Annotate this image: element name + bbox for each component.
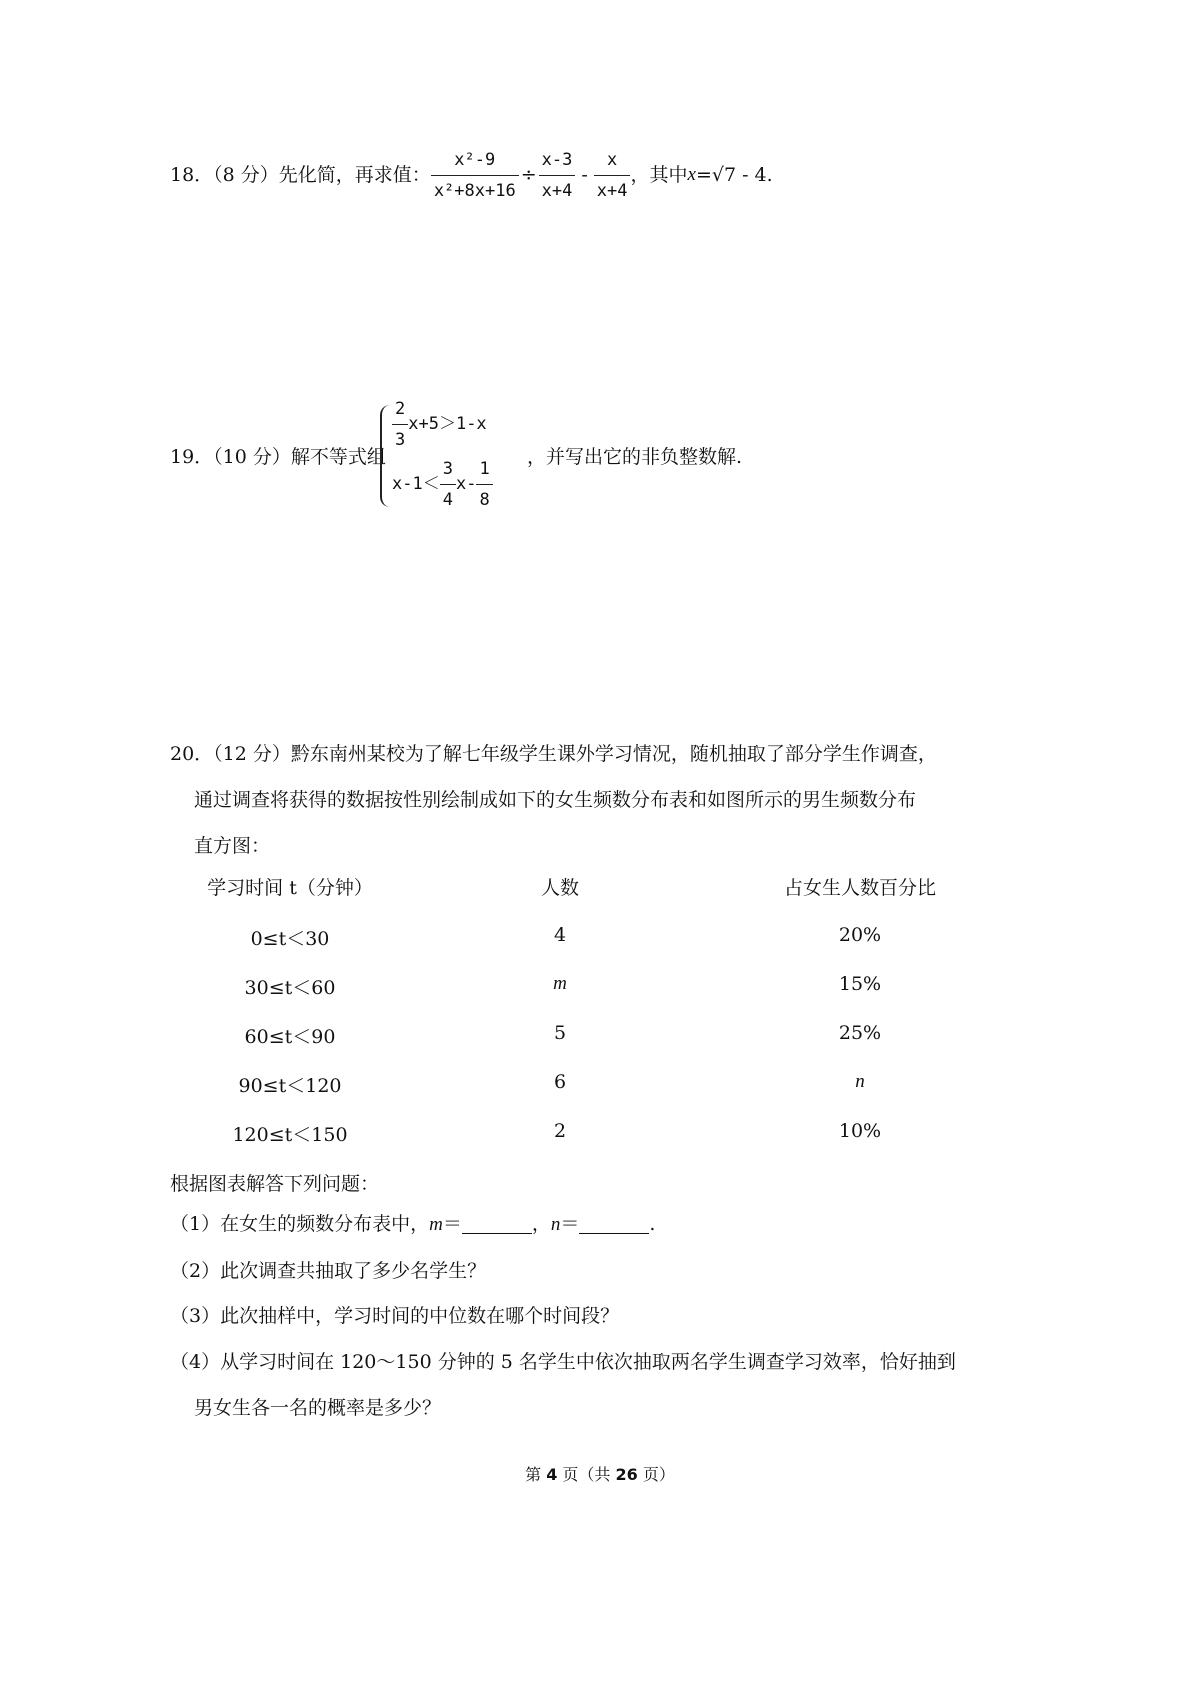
q19-line2-frac1-numerator: 3 (442, 458, 453, 479)
q18-divide-sign: ÷ (520, 164, 537, 186)
table-header-time: 学习时间 t（分钟） (207, 877, 373, 899)
table-cell-count: 4 (553, 924, 567, 946)
q19-line2-left: x-1＜ (392, 474, 440, 494)
table-cell-count: 6 (553, 1071, 567, 1093)
table-cell-count: 2 (553, 1120, 567, 1142)
q19-line2-frac2-denominator: 8 (479, 489, 490, 510)
table-header-count: 人数 (540, 877, 579, 899)
sub1-eq1: ＝ (442, 1213, 462, 1235)
table-cell-count: m (553, 973, 567, 994)
q20-sub-1 (170, 1210, 655, 1239)
sub1-text: （1）在女生的频数分布表中， (170, 1213, 430, 1235)
q19-line1-frac-denominator: 3 (395, 429, 406, 450)
q20-line-1: 20．（12 分）黔东南州某校为了解七年级学生课外学习情况，随机抽取了部分学生作调查， (170, 743, 937, 765)
footer-post: 页） (642, 1465, 675, 1484)
table-cell-time: 0≤t＜30 (250, 928, 330, 950)
q18-fraction-1 (431, 146, 519, 205)
q18-frac1-denominator: x²+8x+16 (433, 180, 516, 201)
q19-line2-mid: x- (455, 474, 477, 494)
q19-tail: ，并写出它的非负整数解. (527, 446, 743, 468)
footer-pre: 第 (525, 1465, 542, 1484)
table-cell-time: 90≤t＜120 (238, 1075, 342, 1097)
table-cell-percent: n (855, 1071, 865, 1092)
q20-line-2: 通过调查将获得的数据按性别绘制成如下的女生频数分布表和如图所示的男生频数分布 (194, 789, 917, 811)
question-19-label: 19．（10 分）解不等式组 (170, 446, 386, 468)
q18-frac3-denominator: x+4 (596, 180, 628, 201)
q18-frac2-numerator: x-3 (541, 149, 573, 170)
q20-sub-2: （2）此次调查共抽取了多少名学生？ (170, 1260, 487, 1282)
sub1-m: m (429, 1214, 443, 1235)
q19-line2-fraction-1 (440, 455, 456, 514)
q18-fraction-2 (539, 146, 576, 205)
table-cell-percent: 10% (838, 1120, 882, 1142)
q18-frac1-numerator: x²-9 (454, 149, 496, 170)
q20-intro: 根据图表解答下列问题： (170, 1173, 380, 1195)
q19-inequality-2 (392, 458, 493, 510)
q19-line1-fraction (392, 395, 408, 454)
sub1-eq2: ＝ (560, 1213, 580, 1235)
sub1-comma: ， (531, 1213, 551, 1235)
q19-line1-frac-numerator: 2 (395, 398, 406, 419)
table-cell-count: 5 (553, 1022, 567, 1044)
answer-blank-n[interactable] (579, 1213, 649, 1234)
q18-frac2-denominator: x+4 (541, 180, 573, 201)
table-cell-percent: 25% (838, 1022, 882, 1044)
q20-sub-3: （3）此次抽样中，学习时间的中位数在哪个时间段？ (170, 1305, 620, 1327)
q18-value: =√7 - 4. (695, 164, 773, 186)
q19-line2-frac1-denominator: 4 (442, 489, 453, 510)
table-cell-time: 30≤t＜60 (244, 977, 336, 999)
table-cell-time: 120≤t＜150 (232, 1124, 348, 1146)
q20-sub-4-line-1: （4）从学习时间在 120～150 分钟的 5 名学生中依次抽取两名学生调查学习效率，恰好抽到 (170, 1351, 956, 1373)
answer-blank-m[interactable] (462, 1213, 532, 1234)
table-cell-percent: 20% (838, 924, 882, 946)
q19-brace (380, 405, 392, 507)
page-footer (0, 1462, 1200, 1485)
q18-tail-text: ，其中 (630, 164, 688, 186)
q19-line1-rest: x+5＞1-x (408, 414, 487, 434)
q19-inequality-1 (392, 398, 487, 450)
q18-variable-x: x (687, 164, 696, 185)
q20-line-3: 直方图： (194, 835, 271, 857)
sub1-end: . (649, 1213, 656, 1235)
table-cell-percent: 15% (838, 973, 882, 995)
footer-page-number: 4 (546, 1465, 558, 1484)
q18-fraction-3 (594, 146, 631, 205)
sub1-n: n (550, 1214, 561, 1235)
q20-sub-4-line-2: 男女生各一名的概率是多少？ (194, 1397, 442, 1419)
table-cell-time: 60≤t＜90 (244, 1026, 336, 1048)
q19-line2-fraction-2 (476, 455, 492, 514)
question-18 (170, 140, 773, 210)
q19-line2-frac2-numerator: 1 (479, 458, 490, 479)
q18-label: 18．（8 分）先化简，再求值： (170, 164, 431, 186)
q18-minus-sign: - (581, 164, 588, 186)
q18-frac3-numerator: x (607, 149, 618, 170)
table-header-percent: 占女生人数百分比 (783, 877, 936, 899)
footer-mid: 页（共 (562, 1465, 611, 1484)
footer-total-pages: 26 (615, 1465, 638, 1484)
